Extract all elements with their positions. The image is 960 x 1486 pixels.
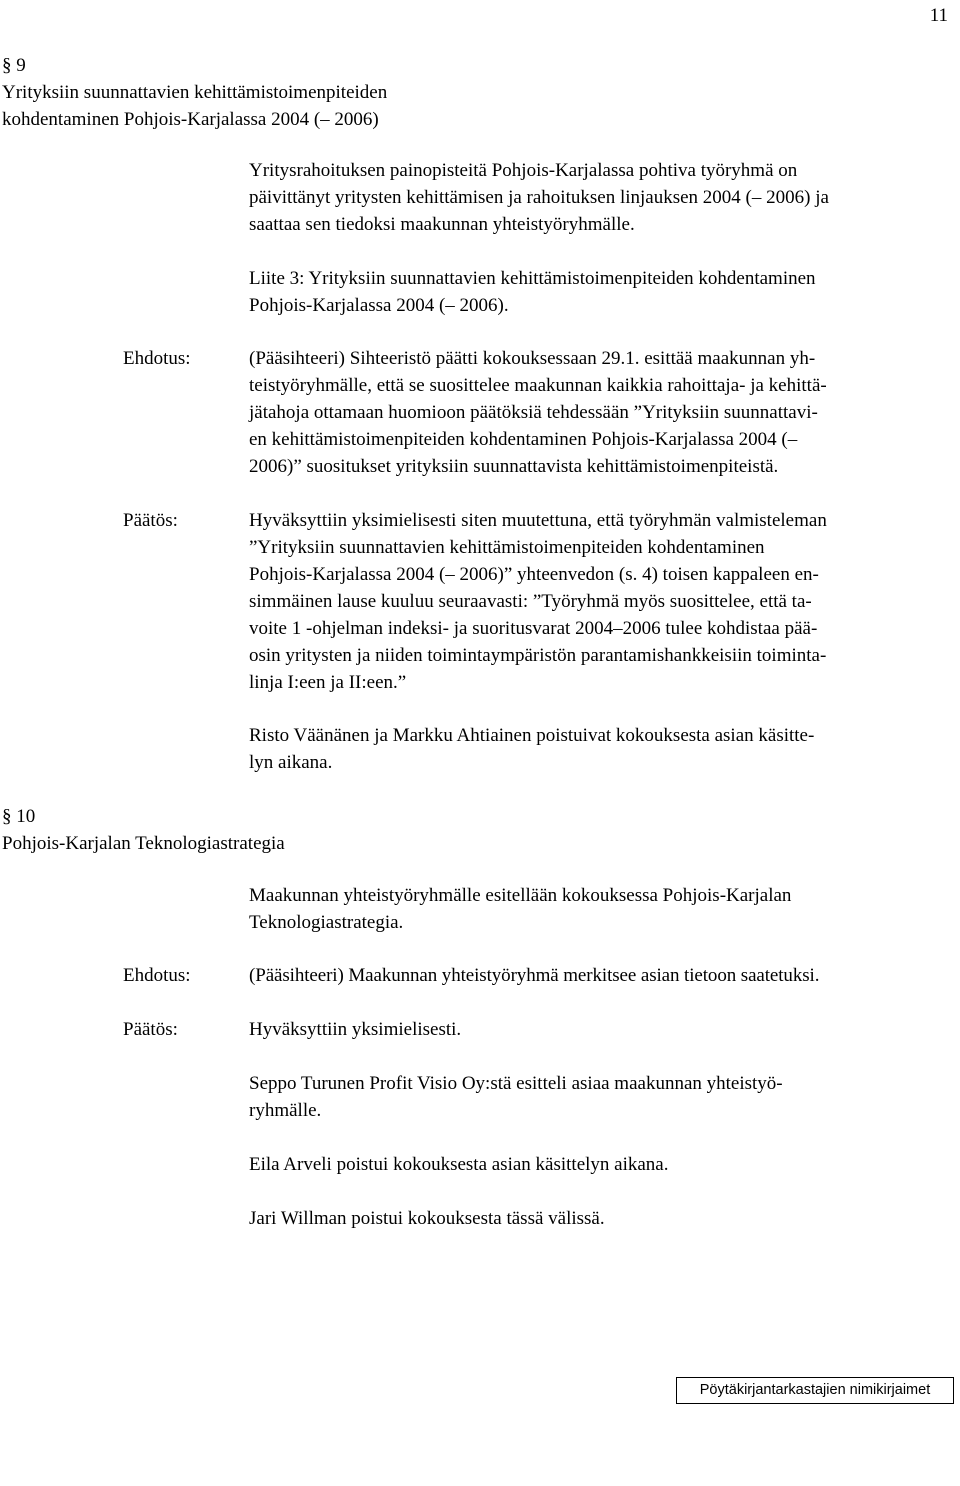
section-10-note-2: Eila Arveli poistui kokouksesta asian käsittelyn aikana. <box>249 1154 669 1175</box>
section-10-note-3: Jari Willman poistui kokouksesta tässä välissä. <box>249 1208 605 1229</box>
section-10-decision-label: Päätös: <box>123 1019 178 1040</box>
section-10-decision: Hyväksyttiin yksimielisesti. <box>249 1019 462 1040</box>
section-9-heading <box>2 52 387 133</box>
section-9-decision-label: Päätös: <box>123 510 178 531</box>
section-9-proposal: (Pääsihteeri) Sihteeristö päätti kokouksessaan 29.1. esittää maakunnan yh- teistyöryhmälle, että se suosittelee maakunnan kaikkia rahoittaja- ja kehittä- jätahoja ottamaan huomioon päätöksiä tehdessään ”Yrityksiin suunnattavi- en kehittämistoimenpiteiden kohdentaminen Pohjois-Karjalassa 2004 (– 2006)” suositukset yrityksiin suunnattavista kehittämistoimenpiteistä. <box>249 348 827 477</box>
section-9-decision: Hyväksyttiin yksimielisesti siten muutettuna, että työryhmän valmisteleman ”Yrityksiin suunnattavien kehittämistoimenpiteiden kohdentaminen Pohjois-Karjalassa 2004 (– 2006)” yhteenvedon (s. 4) toisen kappaleen en- simmäinen lause kuuluu seuraavasti: ”Työryhmä myös suosittelee, että ta- voite 1 -ohjelman indeksi- ja suoritusvarat 2004–2006 tulee kohdistaa pää- osin yritysten ja niiden toimintaympäristön parantamishankkeisiin toiminta- linja I:een ja II:een.” <box>249 510 827 693</box>
section-10-number: § 10 <box>2 806 36 827</box>
signature-initials-box: Pöytäkirjantarkastajien nimikirjaimet <box>676 1377 954 1404</box>
section-10-heading <box>2 803 285 857</box>
section-9-number: § 9 <box>2 55 26 76</box>
section-9-appendix: Liite 3: Yrityksiin suunnattavien kehittämistoimenpiteiden kohdentaminen Pohjois-Karjalassa 2004 (– 2006). <box>249 268 816 316</box>
section-10-title: Pohjois-Karjalan Teknologiastrategia <box>2 833 285 854</box>
section-9-title-line-1: Yrityksiin suunnattavien kehittämistoimenpiteiden <box>2 82 388 103</box>
section-9-intro: Yritysrahoituksen painopisteitä Pohjois-Karjalassa pohtiva työryhmä on päivittänyt yritysten kehittämisen ja rahoituksen linjauksen 2004 (– 2006) ja saattaa sen tiedoksi maakunnan yhteistyöryhmälle. <box>249 160 829 235</box>
section-9-title-line-2: kohdentaminen Pohjois-Karjalassa 2004 (– 2006) <box>2 109 379 130</box>
section-9-proposal-label: Ehdotus: <box>123 348 191 369</box>
section-10-proposal-label: Ehdotus: <box>123 965 191 986</box>
section-10-note-1: Seppo Turunen Profit Visio Oy:stä esitteli asiaa maakunnan yhteistyö- ryhmälle. <box>249 1073 783 1121</box>
section-9-note: Risto Väänänen ja Markku Ahtiainen poistuivat kokouksesta asian käsitte- lyn aikana. <box>249 725 815 773</box>
section-10-proposal: (Pääsihteeri) Maakunnan yhteistyöryhmä merkitsee asian tietoon saatetuksi. <box>249 965 820 986</box>
section-10-intro: Maakunnan yhteistyöryhmälle esitellään kokouksessa Pohjois-Karjalan Teknologiastrategia. <box>249 885 792 933</box>
page-number: 11 <box>929 5 948 26</box>
